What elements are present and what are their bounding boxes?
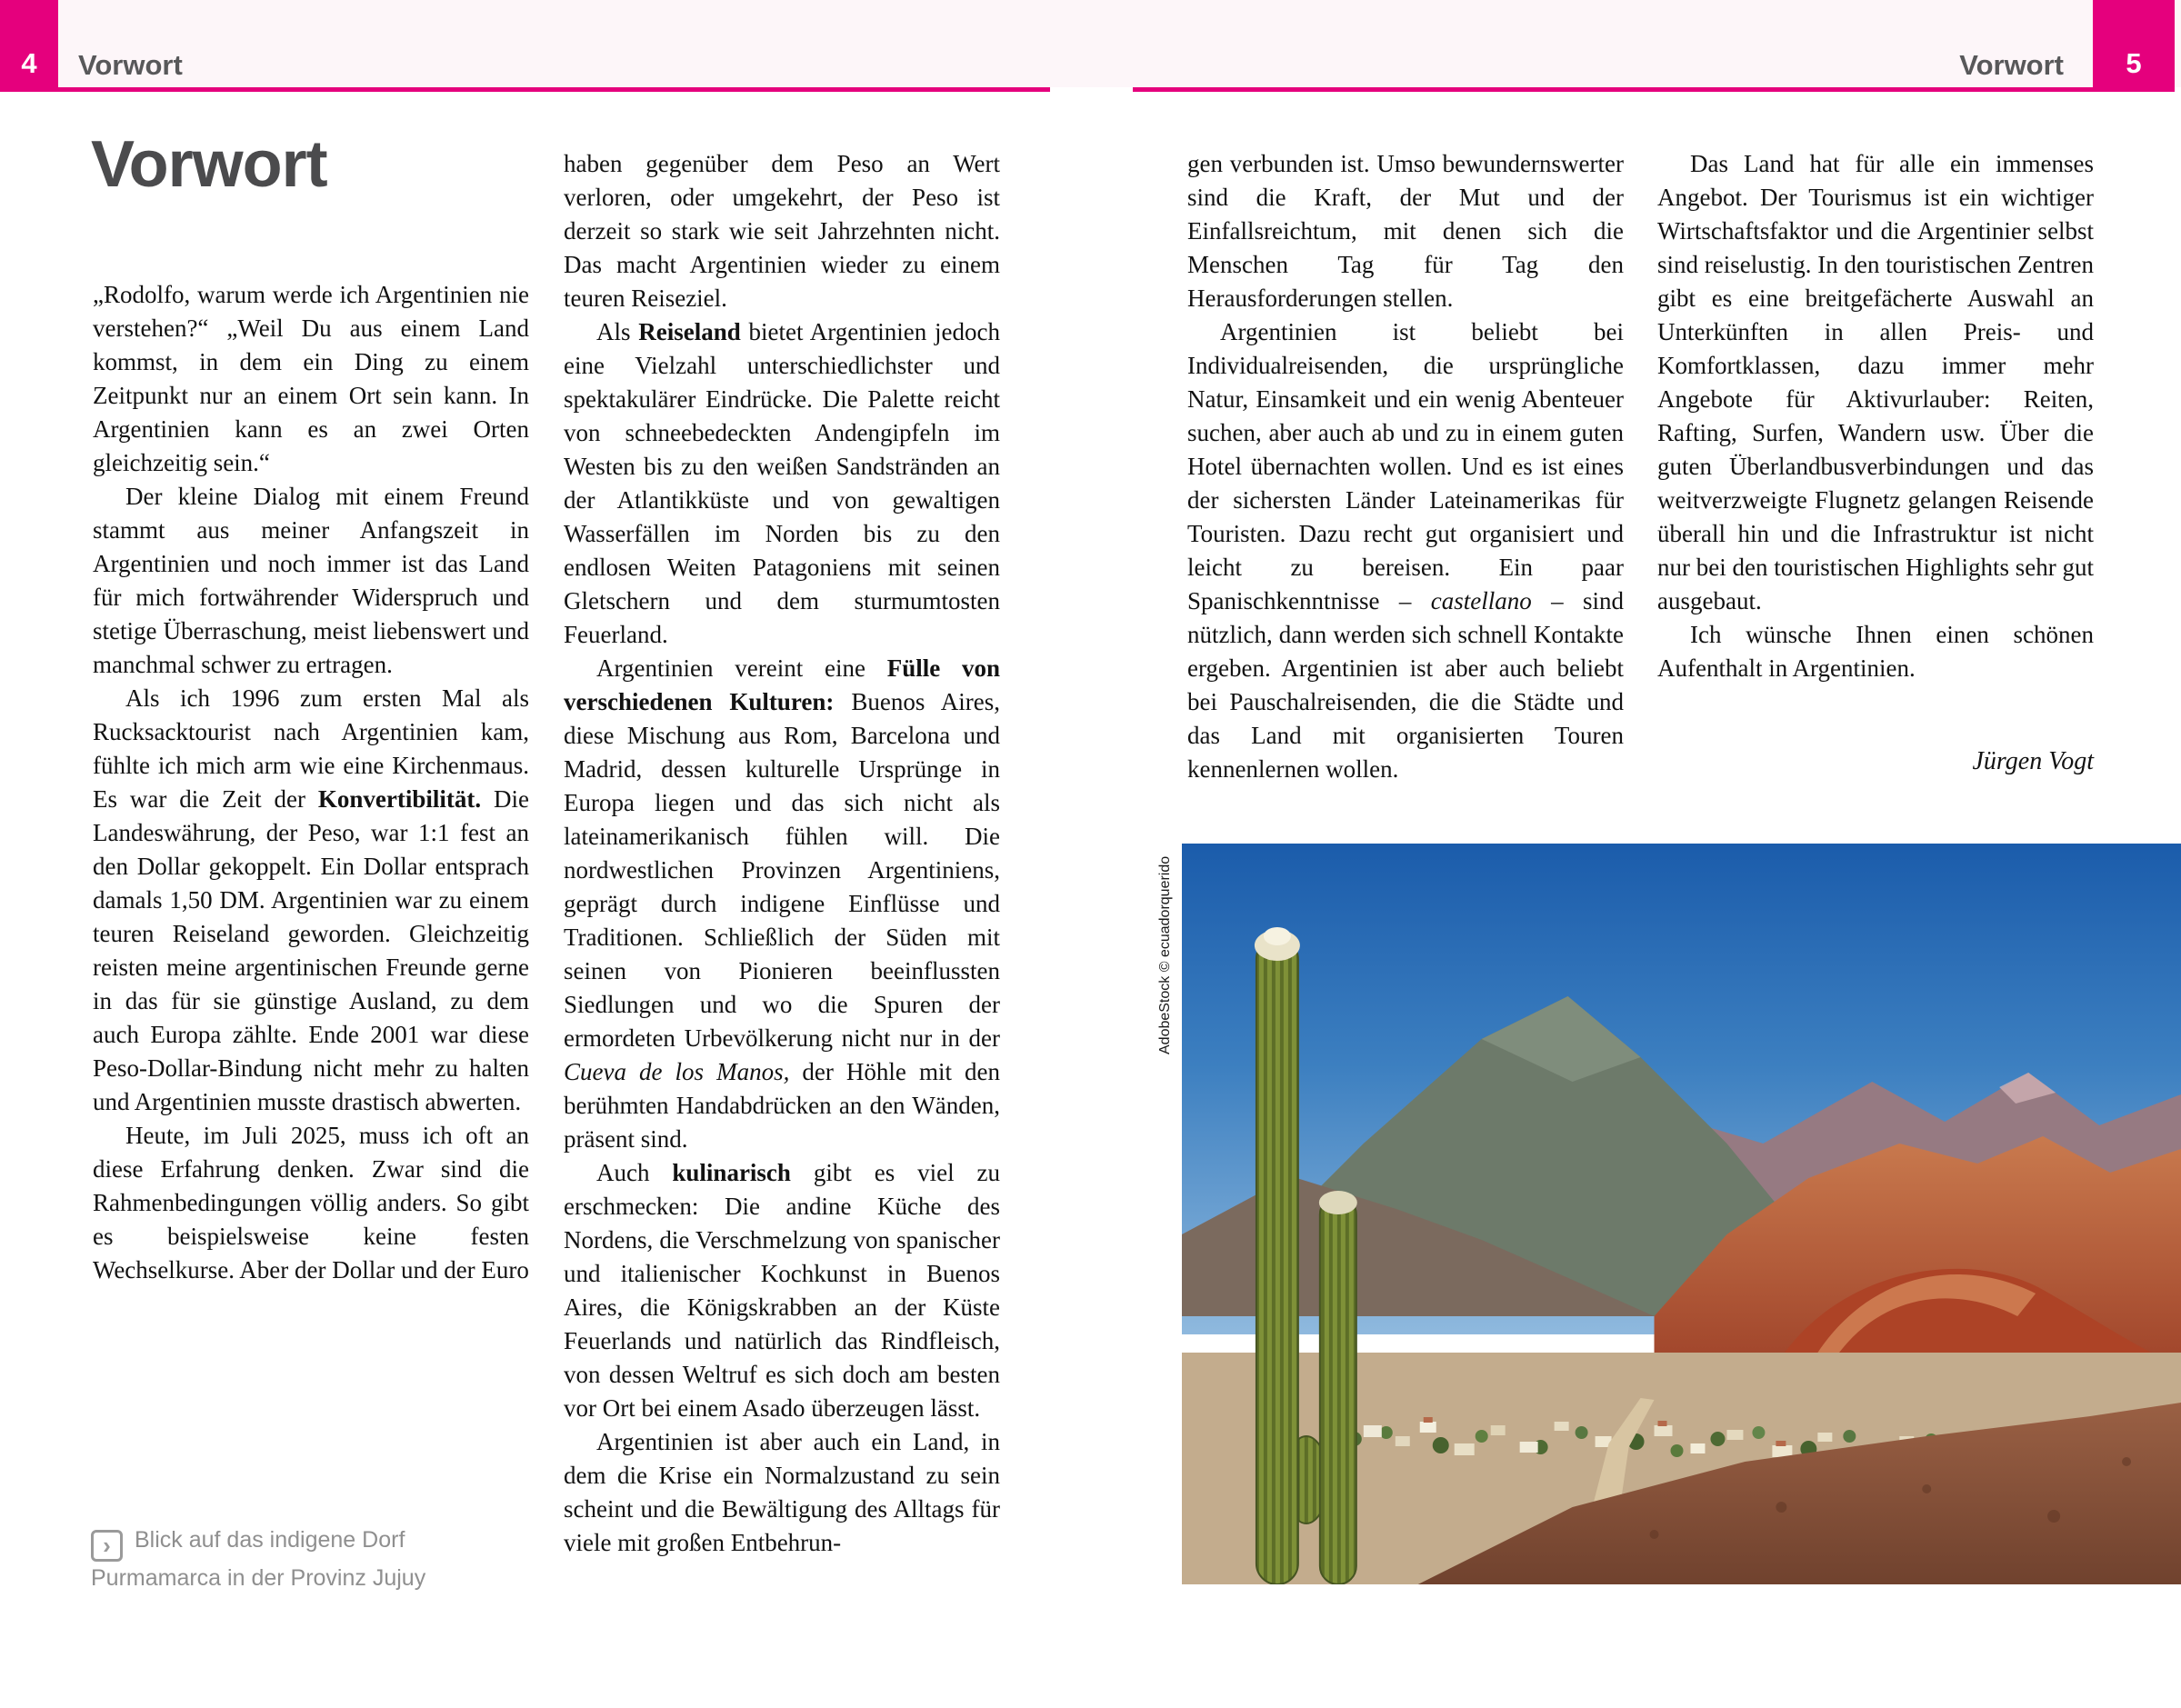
paragraph: Auch kulinarisch gibt es viel zu erschmecken: Die andine Küche des Nordens, die Verschmelzung von spanischer und italienischer Kochkunst in Buenos Aires, die Königskrabben an der Küste Feuerlands und natürlich das Rindfleisch, von dessen Weltruf es sich doch am besten vor Ort bei einem Asado überzeugen lässt. (564, 1159, 1001, 1422)
paragraph: gen verbunden ist. Umso bewundernswerter sind die Kraft, der Mut und der Einfallsreichtum, mit denen sich die Menschen Tag für Tag den Herausforderungen stellen. (1187, 150, 1624, 312)
paragraph: Argentinien vereint eine Fülle von verschiedenen Kulturen: Buenos Aires, diese Mischung aus Rom, Barcelona und Madrid, dessen kulturelle Ursprünge in Europa liegen und das sich nicht als lateinamerikanisch fühlen will. Die nordwestlichen Provinzen Argentiniens, geprägt durch indigene Einflüsse und Traditionen. Schließlich der Süden mit seinen von Pionieren beeinflussten Siedlungen und wo die Spuren der ermordeten Urbevölkerung nicht nur in der Cueva de los Manos, der Höhle mit den berühmten Handabdrücken an den Wänden, präsent sind. (564, 654, 1000, 1153)
photo-caption-text: Blick auf das indigene Dorf Purmamarca in der Provinz Jujuy (91, 1527, 426, 1591)
running-header-left: Vorwort (78, 49, 183, 81)
page-number-left: 4 (21, 47, 37, 79)
page-title: Vorwort (91, 128, 327, 201)
chevron-right-icon: › (91, 1530, 123, 1562)
paragraph: Heute, im Juli 2025, muss ich oft an diese Erfahrung denken. Zwar sind die Rahmenbedingungen völlig anders. So gibt es beispielsweise keine festen Wechselkurse. Aber der Dollar und der Euro (93, 1122, 529, 1283)
page-number-tab-left (0, 0, 58, 92)
paragraph: Ich wünsche Ihnen einen schönen Aufenthalt in Argentinien. (1657, 621, 2094, 682)
author-signature: Jürgen Vogt (1972, 747, 2094, 775)
paragraph: „Rodolfo, warum werde ich Argentinien nie verstehen?“ „Weil Du aus einem Land kommst, in dem ein Ding zu einem Zeitpunkt nur an einem Ort sein kann. In Argentinien kann es an zwei Orten gleichzeitig sein.“ (93, 281, 529, 476)
paragraph: Argentinien ist beliebt bei Individualreisenden, die ursprüngliche Natur, Einsamkeit und ein wenig Abenteuer suchen, aber auch ab und zu in einem guten Hotel übernachten wollen. Und es ist eines der sichersten Länder Lateinamerikas für Touristen. Dazu recht gut organisiert und leicht zu bereisen. Ein paar Spanischkenntnisse – castellano – sind nützlich, dann werden sich schnell Kontakte ergeben. Argentinien ist aber auch beliebt bei Pauschalreisenden, die die Städte und das Land mit organisierten Touren kennenlernen wollen. (1187, 318, 1625, 783)
paragraph: Argentinien ist aber auch ein Land, in dem die Krise ein Normalzustand zu sein scheint und die Bewältigung des Alltags für viele mit großen Entbehrun- (564, 1428, 1000, 1556)
paragraph: Als ich 1996 zum ersten Mal als Rucksacktourist nach Argentinien kam, fühlte ich mich arm wie eine Kirchenmaus. Es war die Zeit der Konvertibilität. Die Landeswährung, der Peso, war 1:1 fest an den Dollar gekoppelt. Ein Dollar entsprach damals 1,50 DM. Argentinien war zu einem teuren Reiseland geworden. Gleichzeitig reisten meine argentinischen Freunde gerne in das für sie günstige Ausland, zu dem auch Europa zählte. Ende 2001 war diese Peso-Dollar-Bindung nicht mehr zu halten und Argentinien musste drastisch abwerten. (93, 684, 530, 1115)
paragraph: Der kleine Dialog mit einem Freund stammt aus meiner Anfangszeit in Argentinien und noch immer ist das Land für mich fortwährender Widerspruch und stetige Überraschung, meist liebenswert und manchmal schwer zu ertragen. (93, 483, 529, 678)
photo-illustration (1182, 844, 2181, 1584)
text-column-1 (93, 278, 529, 1287)
text-column-4 (1657, 147, 2094, 685)
page-number-tab-right (2093, 0, 2175, 92)
paragraph: haben gegenüber dem Peso an Wert verloren, oder umgekehrt, der Peso ist derzeit so stark wie seit Jahrzehnten nicht. Das macht Argentinien wieder zu einem teuren Reiseziel. (564, 150, 1000, 312)
text-column-3 (1187, 147, 1624, 786)
text-column-2 (564, 147, 1000, 1560)
paragraph: Das Land hat für alle ein immenses Angebot. Der Tourismus ist ein wichtiger Wirtschaftsfaktor und die Argentinier selbst sind reiselustig. In den touristischen Zentren gibt es eine breitgefächerte Auswahl an Unterkünften in allen Preis- und Komfortklassen, dazu immer mehr Angebote für Aktivurlauber: Reiten, Rafting, Surfen, Wandern usw. Über die guten Überlandbusverbindungen und das weitverzweigte Flugnetz gelangen Reisende überall hin und die Infrastruktur ist nicht nur bei den touristischen Highlights sehr gut ausgebaut. (1657, 150, 2094, 614)
header-rule-left (58, 87, 1050, 92)
photo-purmamarca (1182, 844, 2181, 1584)
header-band (0, 0, 2181, 87)
paragraph: Als Reiseland bietet Argentinien jedoch eine Vielzahl unterschiedlichster und spektakulärer Eindrücke. Die Palette reicht von schneebedeckten Andengipfeln im Westen bis zu den weißen Sandstränden an der Atlantikküste und von gewaltigen Wasserfällen im Norden bis zu den endlosen Weiten Patagoniens mit seinen Gletschern und dem sturmumtosten Feuerland. (564, 318, 1000, 648)
photo-caption (91, 1523, 536, 1595)
running-header-right: Vorwort (1959, 49, 2064, 81)
page-number-right: 5 (2126, 47, 2142, 79)
photo-credit: AdobeStock © ecuadorquerido (1157, 855, 1173, 1054)
header-rule-right (1133, 87, 2093, 92)
